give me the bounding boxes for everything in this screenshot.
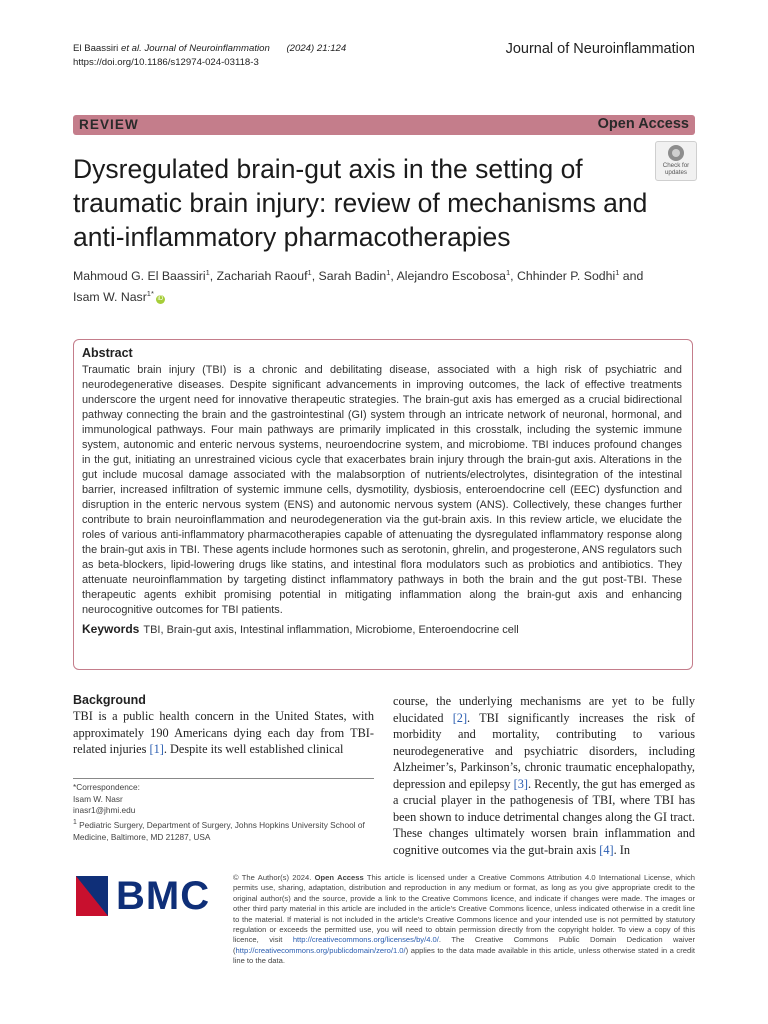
author-affil: 1: [615, 268, 620, 277]
author-name: Alejandro Escobosa: [396, 269, 506, 284]
body-column-right: [393, 693, 695, 858]
open-access-label: Open Access: [597, 116, 689, 132]
header-author: El Baassiri: [73, 43, 121, 54]
license-link[interactable]: http://creativecommons.org/licenses/by/4.0/: [292, 935, 439, 945]
public-domain-link[interactable]: http://creativecommons.org/publicdomain/zero/1.0/: [235, 945, 406, 955]
orcid-icon[interactable]: iD: [157, 296, 164, 303]
author-name: Isam W. Nasr: [73, 290, 147, 305]
correspondence-email[interactable]: inasr1@jhmi.edu: [73, 805, 136, 816]
correspondence-label: *Correspondence:: [73, 782, 140, 792]
abstract-heading: Abstract: [82, 346, 133, 360]
reference-link[interactable]: [4]: [599, 842, 614, 857]
affiliation: $^1$ Pediatric Surgery, Department of Surgery, Johns Hopkins University School of Medicine, Baltimore, MD 21287, USA: [73, 819, 365, 842]
bmc-logo-text: BMC: [116, 874, 211, 918]
check-updates-line1: Check for: [662, 162, 690, 169]
author-affil: 1: [505, 268, 511, 277]
author-name: Chhinder P. Sodhi: [516, 269, 616, 284]
author-affil: 1: [386, 268, 391, 277]
running-header: [73, 42, 346, 69]
header-citation: (2024) 21:124: [286, 43, 347, 54]
check-updates-line2: updates: [664, 169, 688, 176]
article-type-label: REVIEW: [79, 117, 139, 132]
journal-name: Journal of Neuroinflammation: [505, 41, 695, 57]
bmc-logo-icon: [76, 876, 108, 916]
keywords: [82, 622, 682, 638]
footnotes: [73, 778, 374, 843]
article-title: Dysregulated brain-gut axis in the setting of traumatic brain injury: review of mechanisms and anti-inflammatory pharmacotherapies: [73, 154, 648, 252]
check-updates-icon: [668, 145, 684, 161]
article-type-band: [73, 115, 695, 135]
abstract-text: Traumatic brain injury (TBI) is a chronic and debilitating disease, associated with a high risk of psychiatric and neurodegenerative diseases. Despite significant advancements in improving outcomes, the lack of effective treatments underscore the urgent need for innovative therapeutic strategies. The brain-gut axis has emerged as a crucial bidirectional pathway connecting the brain and the gastrointestinal (GI) system through an intricate network of neuronal, hormonal, and immunological pathways. Four main pathways are primarily implicated in this crosstalk, including the systemic immune system, autonomic and enteric nervous systems, neuroendocrine system, and microbiome. TBI induces profound changes in the gut, initiating an unrestrained vicious cycle that exacerbates brain injury through the brain-gut axis. Alterations in the gut include mucosal damage associated with the malabsorption of nutrients/electrolytes, disintegration of the intestinal barrier, increased infiltration of systemic immune cells, dysmotility, dysbiosis, enteroendocrine cell (EEC) dysfunction and disruption in the enteric nervous system (ENS) and autonomic nervous system (ANS). Collectively, these changes further contribute to brain neuroinflammation and neurodegeneration via the gut-brain axis. In this review article, we elucidate the roles of various anti-inflammatory pharmacotherapies capable of attenuating the dysregulated inflammatory response along the brain-gut axis in TBI. These agents include hormones such as serotonin, ghrelin, and progesterone, ANS regulators such as beta-blockers, lipid-lowering drugs like statins, and intestinal flora modulators such as probiotics and antibiotics. They attenuate neuroinflammation by targeting distinct inflammatory pathways in both the brain and the gut post-TBI. These therapeutic agents exhibit promising potential in mitigating inflammation along the brain-gut axis and enhancing neurocognitive outcomes for TBI patients.: [82, 364, 682, 616]
body-column-left: [73, 692, 374, 758]
author-name: Sarah Badin: [318, 269, 387, 284]
header-doi[interactable]: https://doi.org/10.1186/s12974-024-03118-3: [73, 56, 259, 68]
reference-link[interactable]: [1]: [149, 742, 164, 756]
author-affil: 1: [205, 268, 210, 277]
keywords-list: TBI, Brain-gut axis, Intestinal inflammation, Microbiome, Enteroendocrine cell: [143, 624, 519, 636]
section-heading-background: Background: [73, 693, 146, 707]
reference-link[interactable]: [2]: [452, 710, 468, 725]
header-et-al: et al.: [120, 43, 142, 54]
keywords-label: Keywords: [82, 622, 140, 636]
reference-link[interactable]: [3]: [513, 776, 528, 791]
author-name: Mahmoud G. El Baassiri: [73, 269, 206, 284]
header-journal: Journal of Neuroinflammation: [144, 43, 270, 54]
author-list: Mahmoud G. El Baassiri$^1$, Zachariah Raouf$^1$, Sarah Badin$^1$, Alejandro Escobosa$^1$, Chhinder P. Sodhi$^1$ and Isam W. Nasr$^{1*}$iD: [73, 268, 644, 305]
bmc-logo: [76, 873, 216, 919]
author-affil: 1: [307, 268, 312, 277]
author-affil: 1*: [146, 289, 154, 299]
body-paragraph: course, the underlying mechanisms are yet to be fully elucidated [2]. TBI significantly increases the risk of morbidity and mortality, contributing to various neurodegenerative and psychiatric disorders, including Alzheimer’s, Parkinson’s, chronic traumatic encephalopathy, depression and epilepsy [3]. Recently, the gut has emerged as a crucial player in the pathogenesis of TBI, where TBI has been shown to induce detrimental changes along the GI tract. These changes ultimately worsen brain inflammation and cognitive outcomes via the gut-brain axis [4]. In: [393, 694, 695, 857]
body-paragraph: TBI is a public health concern in the United States, with approximately 190 Americans dying each day from TBI-related injuries [1]. Despite its well established clinical: [73, 709, 374, 756]
check-for-updates-button[interactable]: [655, 141, 697, 181]
abstract-box: [73, 339, 693, 670]
correspondence-name: Isam W. Nasr: [73, 793, 123, 804]
author-name: Zachariah Raouf: [216, 269, 308, 284]
license-text: © The Author(s) 2024. Open Access This article is licensed under a Creative Commons Attribution 4.0 International License, which permits use, sharing, adaptation, distribution and reproduction in any medium or format, as long as you give appropriate credit to the original author(s) and the source, provide a link to the Creative Commons licence, and indicate if changes were made. The images or other third party material in this article are included in the article’s Creative Commons licence, unless indicated otherwise in a credit line to the material. If material is not included in the article’s Creative Commons licence and your intended use is not permitted by statutory regulation or exceeds the permitted use, you will need to obtain permission directly from the copyright holder. To view a copy of this licence, visit http://creativecommons.org/licenses/by/4.0/. The Creative Commons Public Domain Dedication waiver (http://creativecommons.org/publicdomain/zero/1.0/) applies to the data made available in this article, unless otherwise stated in a credit line to the data.: [233, 873, 695, 966]
